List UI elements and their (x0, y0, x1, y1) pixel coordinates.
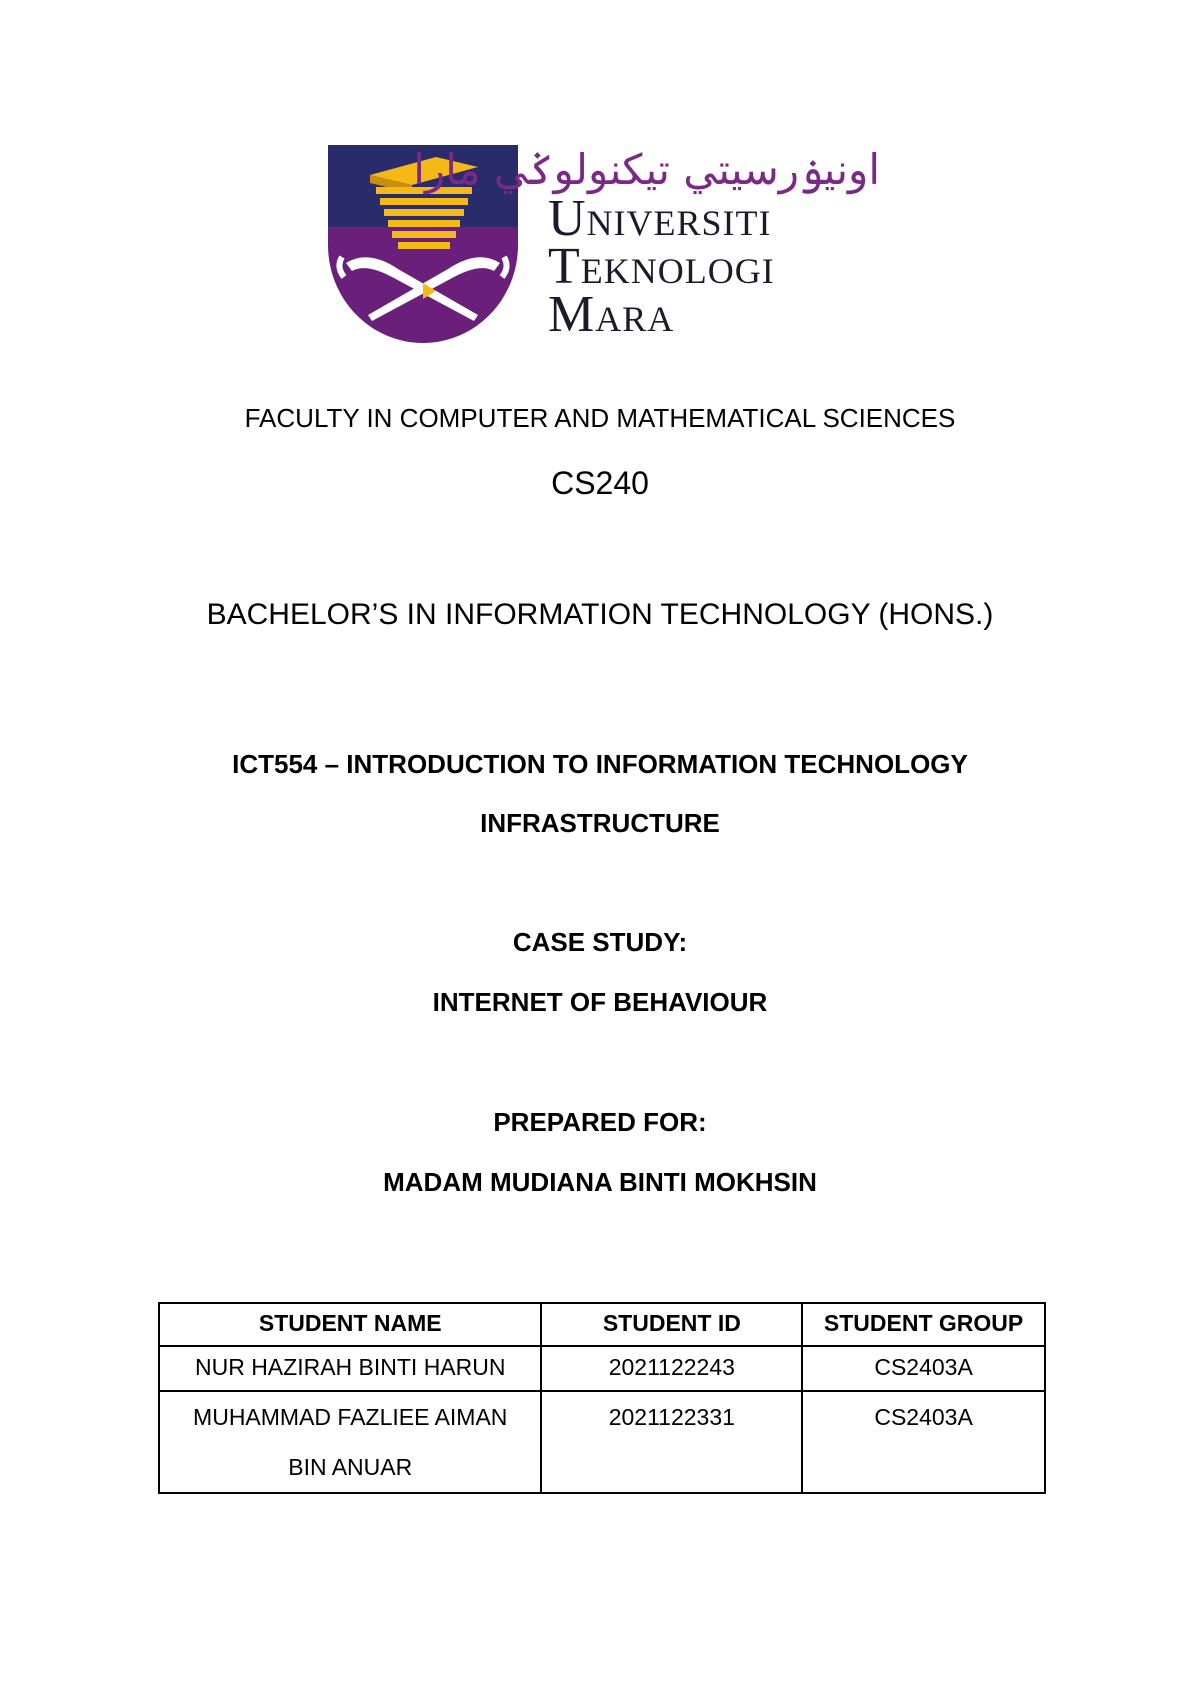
logo-word-2: Teknologi (548, 238, 775, 295)
student-group-cell: CS2403A (802, 1391, 1045, 1493)
student-name-cell: NUR HAZIRAH BINTI HARUN (159, 1346, 541, 1391)
table-row (159, 1391, 1045, 1493)
table-header-row (159, 1303, 1045, 1346)
university-logo (328, 145, 888, 345)
student-group-cell: CS2403A (802, 1346, 1045, 1391)
table-row (159, 1346, 1045, 1391)
logo-word-1: Universiti (548, 190, 772, 247)
student-id-cell: 2021122243 (541, 1346, 802, 1391)
logo-word-3: Mara (548, 286, 675, 343)
case-study-title: INTERNET OF BEHAVIOUR (432, 987, 768, 1017)
case-study-label: CASE STUDY: (512, 927, 688, 957)
logo-arabic-text: اونيۏرسيتي تيكنولوݢي مارا (413, 145, 880, 194)
programme-code: CS240 (551, 465, 649, 501)
programme-name: BACHELOR’S IN INFORMATION TECHNOLOGY (HONS.) (206, 598, 994, 631)
header-student-group: STUDENT GROUP (802, 1303, 1045, 1346)
header-student-name: STUDENT NAME (159, 1303, 541, 1346)
student-name-line-1: MUHAMMAD FAZLIEE AIMAN (193, 1404, 508, 1430)
lecturer-name: MADAM MUDIANA BINTI MOKHSIN (383, 1167, 817, 1197)
students-table (158, 1302, 1046, 1494)
student-name-line-2: BIN ANUAR (288, 1454, 413, 1480)
logo-wordmark (548, 190, 775, 343)
student-name-cell (159, 1391, 541, 1493)
course-title-line-2: INFRASTRUCTURE (480, 808, 720, 838)
header-student-id: STUDENT ID (541, 1303, 802, 1346)
student-id-cell: 2021122331 (541, 1391, 802, 1493)
prepared-for-label: PREPARED FOR: (493, 1107, 707, 1137)
faculty-name: FACULTY IN COMPUTER AND MATHEMATICAL SCIENCES (244, 403, 956, 433)
course-title-line-1: ICT554 – INTRODUCTION TO INFORMATION TECHNOLOGY (232, 749, 968, 779)
